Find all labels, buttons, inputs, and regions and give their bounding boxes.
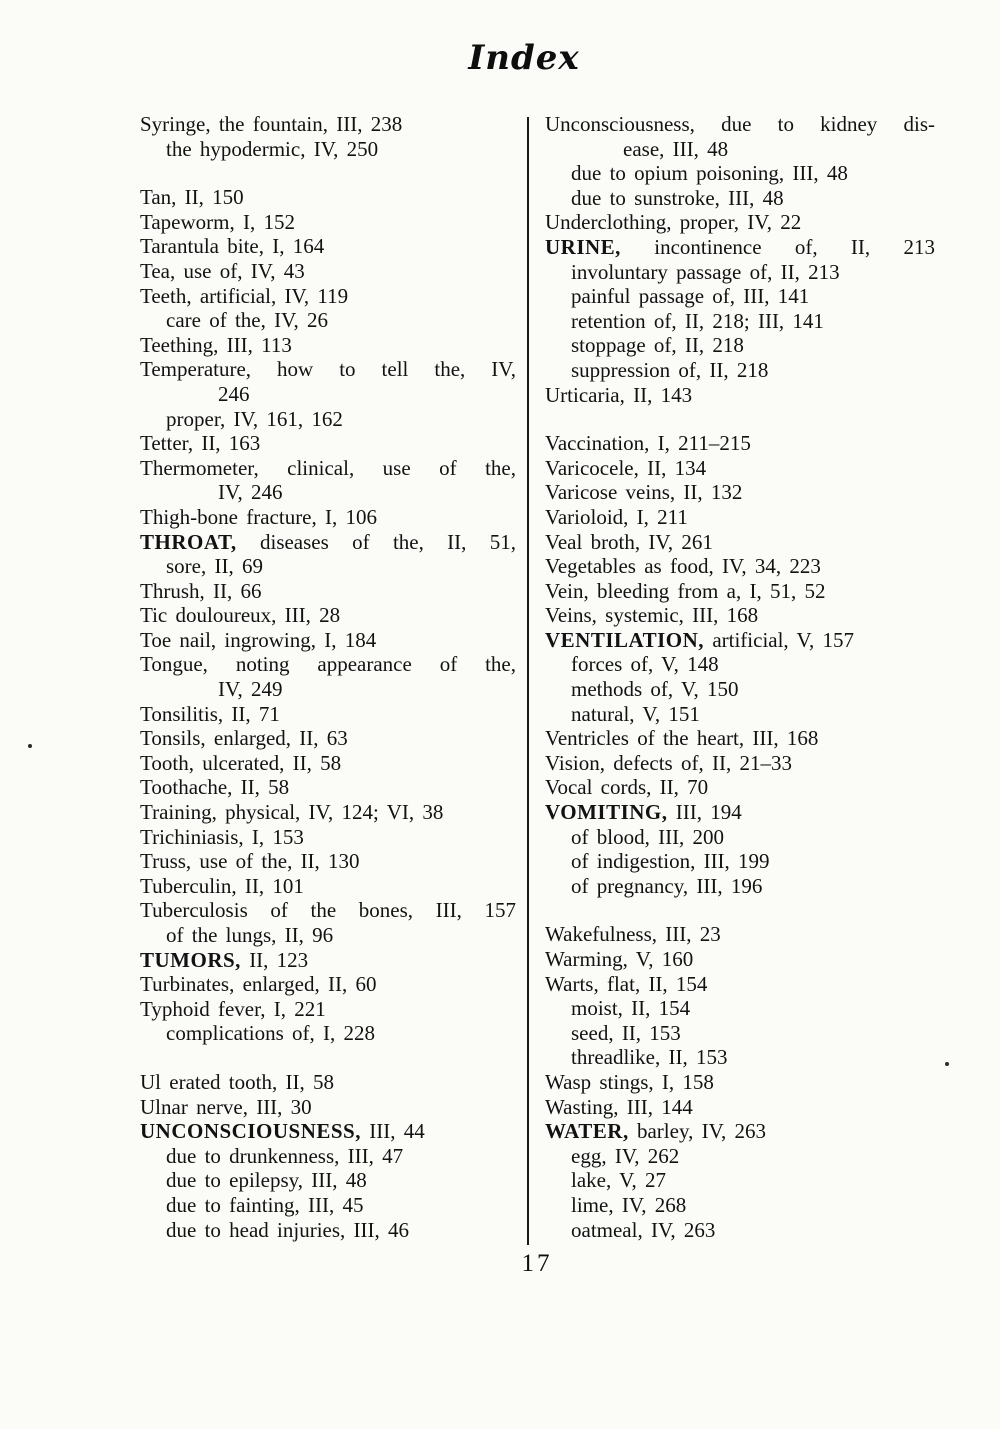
- index-entry: Thrush, II, 66: [140, 578, 262, 603]
- index-entry: complications of, I, 228: [166, 1021, 376, 1046]
- index-entry: Tonsilitis, II, 71: [140, 701, 280, 726]
- index-entry: Tarantula bite, I, 164: [140, 234, 325, 259]
- index-entry: Turbinates, enlarged, II, 60: [140, 972, 377, 997]
- index-entry: ease, III, 48: [623, 136, 729, 161]
- index-entry: Thigh-bone fracture, I, 106: [140, 504, 377, 529]
- index-entry: TUMORS, II, 123: [140, 947, 309, 972]
- index-entry: Vegetables as food, IV, 34, 223: [545, 554, 821, 579]
- index-entry: due to sunstroke, III, 48: [571, 185, 784, 210]
- index-entry: Varioloid, I, 211: [545, 504, 688, 529]
- index-entry: Truss, use of the, II, 130: [140, 849, 360, 874]
- index-entry: sore, II, 69: [166, 554, 263, 579]
- index-entry: Trichiniasis, I, 153: [140, 824, 304, 849]
- entry-headword: WATER,: [545, 1119, 629, 1144]
- index-entry: Tonsils, enlarged, II, 63: [140, 726, 348, 751]
- index-entry: Toe nail, ingrowing, I, 184: [140, 627, 377, 652]
- index-entry: the hypodermic, IV, 250: [166, 136, 379, 161]
- index-entry: proper, IV, 161, 162: [166, 406, 343, 431]
- index-column-right: [545, 112, 935, 1242]
- index-entry: care of the, IV, 26: [166, 308, 329, 333]
- scan-speck: [28, 744, 32, 748]
- index-entry: Varicose veins, II, 132: [545, 480, 743, 505]
- index-entry: oatmeal, IV, 263: [571, 1217, 716, 1242]
- index-entry: Toothache, II, 58: [140, 775, 290, 800]
- entry-headword: THROAT,: [140, 529, 237, 554]
- index-entry: Tea, use of, IV, 43: [140, 258, 305, 283]
- index-entry: Tongue, noting appearance of the,: [140, 652, 516, 677]
- index-entry: IV, 249: [218, 677, 283, 702]
- index-entry: lake, V, 27: [571, 1168, 667, 1193]
- index-entry: Ventricles of the heart, III, 168: [545, 726, 819, 751]
- index-entry: Unconsciousness, due to kidney dis-: [545, 112, 935, 136]
- index-entry: methods of, V, 150: [571, 677, 739, 702]
- index-entry: due to fainting, III, 45: [166, 1192, 364, 1217]
- index-entry: Vein, bleeding from a, I, 51, 52: [545, 578, 826, 603]
- index-entry: Wasp stings, I, 158: [545, 1069, 714, 1094]
- index-entry: seed, II, 153: [571, 1020, 681, 1045]
- index-entry: threadlike, II, 153: [571, 1045, 728, 1070]
- index-column-left: [140, 112, 516, 1242]
- index-entry: egg, IV, 262: [571, 1143, 680, 1168]
- index-entry: Tic douloureux, III, 28: [140, 603, 341, 628]
- index-entry: THROAT, diseases of the, II, 51,: [140, 529, 516, 554]
- index-entry: Syringe, the fountain, III, 238: [140, 112, 403, 136]
- index-entry: painful passage of, III, 141: [571, 284, 810, 309]
- index-entry: Thermometer, clinical, use of the,: [140, 455, 516, 480]
- index-entry: due to head injuries, III, 46: [166, 1217, 410, 1242]
- page-title: Index: [468, 38, 580, 78]
- index-entry: 246: [218, 381, 250, 406]
- index-entry: Wakefulness, III, 23: [545, 922, 721, 947]
- letter-group-gap: [140, 1046, 516, 1070]
- index-entry: Veins, systemic, III, 168: [545, 603, 759, 628]
- index-entry: suppression of, II, 218: [571, 357, 769, 382]
- index-entry: Urticaria, II, 143: [545, 382, 693, 407]
- index-entry: Teething, III, 113: [140, 332, 292, 357]
- index-entry: IV, 246: [218, 480, 283, 505]
- index-entry: Tan, II, 150: [140, 185, 244, 210]
- index-entry: Tapeworm, I, 152: [140, 209, 295, 234]
- index-entry: Teeth, artificial, IV, 119: [140, 283, 349, 308]
- index-entry: UNCONSCIOUSNESS, III, 44: [140, 1119, 425, 1144]
- index-entry: forces of, V, 148: [571, 652, 719, 677]
- index-entry: of pregnancy, III, 196: [571, 873, 763, 898]
- index-entry: of blood, III, 200: [571, 824, 725, 849]
- index-entry: retention of, II, 218; III, 141: [571, 308, 824, 333]
- index-entry: URINE, incontinence of, II, 213: [545, 234, 935, 259]
- index-entry: Vision, defects of, II, 21–33: [545, 750, 792, 775]
- index-entry: Warming, V, 160: [545, 947, 694, 971]
- entry-headword: URINE,: [545, 234, 621, 259]
- letter-group-gap: [545, 407, 935, 431]
- index-entry: Tuberculin, II, 101: [140, 873, 304, 898]
- page-number: 17: [521, 1250, 553, 1277]
- letter-group-gap: [140, 161, 516, 185]
- index-entry: stoppage of, II, 218: [571, 333, 744, 358]
- index-entry: Vocal cords, II, 70: [545, 775, 709, 800]
- index-entry: natural, V, 151: [571, 701, 700, 726]
- index-entry: moist, II, 154: [571, 996, 691, 1021]
- index-entry: of indigestion, III, 199: [571, 849, 770, 874]
- index-entry: Varicocele, II, 134: [545, 455, 707, 480]
- index-entry: due to drunkenness, III, 47: [166, 1143, 404, 1168]
- entry-headword: VOMITING,: [545, 800, 668, 825]
- index-entry: Typhoid fever, I, 221: [140, 996, 326, 1021]
- index-entry: Underclothing, proper, IV, 22: [545, 210, 802, 235]
- index-entry: Veal broth, IV, 261: [545, 529, 713, 554]
- index-entry: VENTILATION, artificial, V, 157: [545, 627, 855, 652]
- index-entry: Temperature, how to tell the, IV,: [140, 357, 516, 382]
- index-entry: involuntary passage of, II, 213: [571, 259, 840, 284]
- column-divider-rule: [527, 117, 529, 1245]
- index-entry: of the lungs, II, 96: [166, 923, 334, 947]
- index-entry: Ul erated tooth, II, 58: [140, 1069, 334, 1094]
- index-entry: lime, IV, 268: [571, 1192, 687, 1217]
- index-entry: due to opium poisoning, III, 48: [571, 161, 848, 186]
- index-entry: Wasting, III, 144: [545, 1094, 693, 1119]
- letter-group-gap: [545, 898, 935, 922]
- index-entry: Vaccination, I, 211–215: [545, 431, 751, 456]
- scan-speck: [945, 1062, 949, 1066]
- index-entry: VOMITING, III, 194: [545, 800, 742, 825]
- index-entry: Tetter, II, 163: [140, 431, 261, 456]
- index-entry: Tuberculosis of the bones, III, 157: [140, 898, 516, 923]
- entry-headword: UNCONSCIOUSNESS,: [140, 1119, 361, 1144]
- index-entry: Warts, flat, II, 154: [545, 971, 708, 996]
- entry-headword: TUMORS,: [140, 947, 241, 972]
- index-entry: Training, physical, IV, 124; VI, 38: [140, 800, 444, 825]
- index-entry: due to epilepsy, III, 48: [166, 1168, 367, 1193]
- entry-headword: VENTILATION,: [545, 627, 705, 652]
- index-entry: Ulnar nerve, III, 30: [140, 1094, 312, 1119]
- index-entry: WATER, barley, IV, 263: [545, 1119, 767, 1144]
- index-entry: Tooth, ulcerated, II, 58: [140, 750, 342, 775]
